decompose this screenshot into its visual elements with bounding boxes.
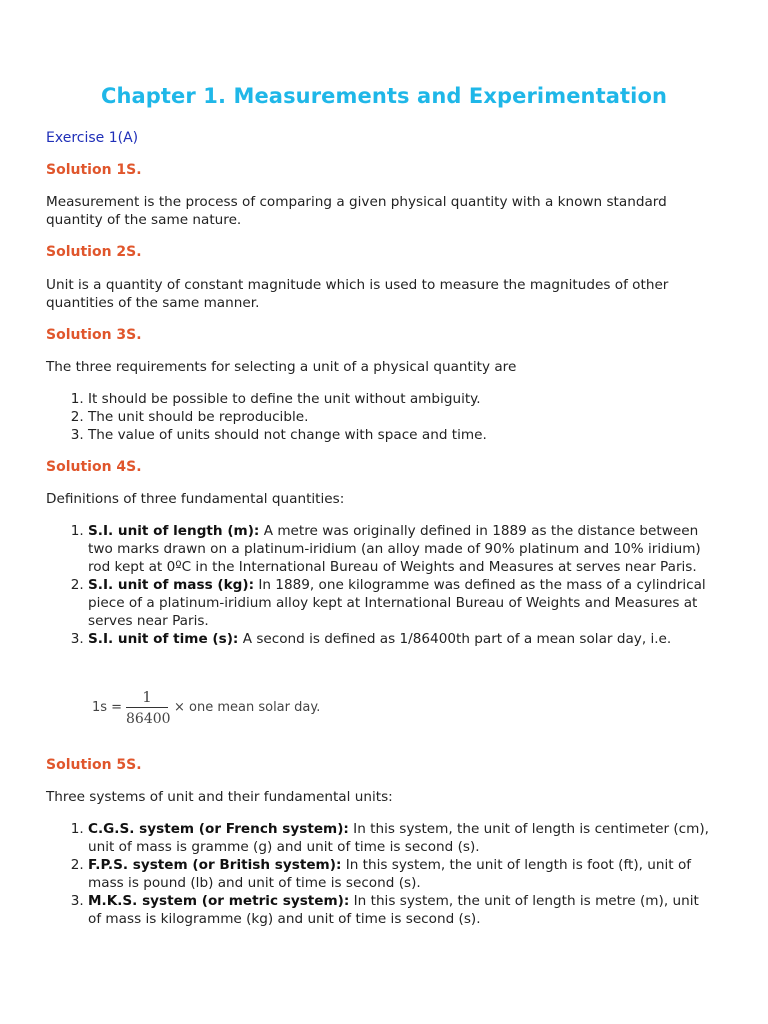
solution-1-text: Measurement is the process of comparing a given physical quantity with a known standard quantity of the same nature. xyxy=(46,194,667,228)
term-label: S.I. unit of length (m): xyxy=(88,523,260,539)
formula-rhs: × one mean solar day. xyxy=(174,700,321,715)
term-label: F.P.S. system (or British system): xyxy=(88,857,342,873)
solution-1-heading: Solution 1S. xyxy=(46,162,142,178)
list-item: 1. It should be possible to define the unit without ambiguity. xyxy=(88,390,708,408)
chapter-title: Chapter 1. Measurements and Experimentation xyxy=(100,84,668,108)
list-item xyxy=(88,820,712,856)
fraction-bar xyxy=(126,707,168,708)
list-item: 3. The value of units should not change with space and time. xyxy=(88,426,708,444)
formula-lhs: 1s = xyxy=(92,700,123,715)
term-description: A second is defined as 1/86400th part of a mean solar day, i.e. xyxy=(238,631,672,647)
list-item xyxy=(88,630,712,648)
solution-4-list xyxy=(46,522,712,648)
solution-2-text: Unit is a quantity of constant magnitude which is used to measure the magnitudes of other quantities of the same manner. xyxy=(46,277,669,311)
list-item: 2. The unit should be reproducible. xyxy=(88,408,708,426)
formula-numerator: 1 xyxy=(142,688,152,706)
solution-3-list xyxy=(46,390,708,444)
formula-fraction xyxy=(126,688,171,728)
term-label: M.K.S. system (or metric system): xyxy=(88,893,350,909)
solution-4-intro: Definitions of three fundamental quantities: xyxy=(46,491,345,507)
solution-5-intro: Three systems of unit and their fundamental units: xyxy=(46,789,393,805)
solution-5-list xyxy=(46,820,712,928)
term-label: S.I. unit of mass (kg): xyxy=(88,577,255,593)
list-item xyxy=(88,892,712,928)
exercise-heading: Exercise 1(A) xyxy=(46,130,139,146)
solution-3-intro: The three requirements for selecting a unit of a physical quantity are xyxy=(46,359,517,375)
term-description: In 1889, one kilogramme was defined as the mass of a cylindrical piece of a platinum-iridium alloy kept at International Bureau of Weights and Measures at serves near Paris. xyxy=(88,577,706,629)
solution-3-heading: Solution 3S. xyxy=(46,327,142,343)
term-label: S.I. unit of time (s): xyxy=(88,631,239,647)
solution-2-heading: Solution 2S. xyxy=(46,244,142,260)
term-description: A metre was originally defined in 1889 as the distance between two marks drawn on a platinum-iridium (an alloy made of 90% platinum and 10% iridium) rod kept at 0ºC in the International Bureau of Weights and Measures at serves near Paris. xyxy=(88,523,701,575)
formula-denominator: 86400 xyxy=(126,711,171,727)
term-description: In this system, the unit of length is metre (m), unit of mass is kilogramme (kg) and unit of time is second (s). xyxy=(88,893,699,927)
list-item xyxy=(88,522,712,576)
solution-5-heading: Solution 5S. xyxy=(46,757,142,773)
term-description: In this system, the unit of length is centimeter (cm), unit of mass is gramme (g) and unit of time is second (s). xyxy=(88,821,709,855)
term-description: In this system, the unit of length is foot (ft), unit of mass is pound (lb) and unit of time is second (s). xyxy=(88,857,692,891)
solution-4-heading: Solution 4S. xyxy=(46,459,142,475)
term-label: C.G.S. system (or French system): xyxy=(88,821,349,837)
list-item xyxy=(88,576,712,630)
list-item xyxy=(88,856,712,892)
